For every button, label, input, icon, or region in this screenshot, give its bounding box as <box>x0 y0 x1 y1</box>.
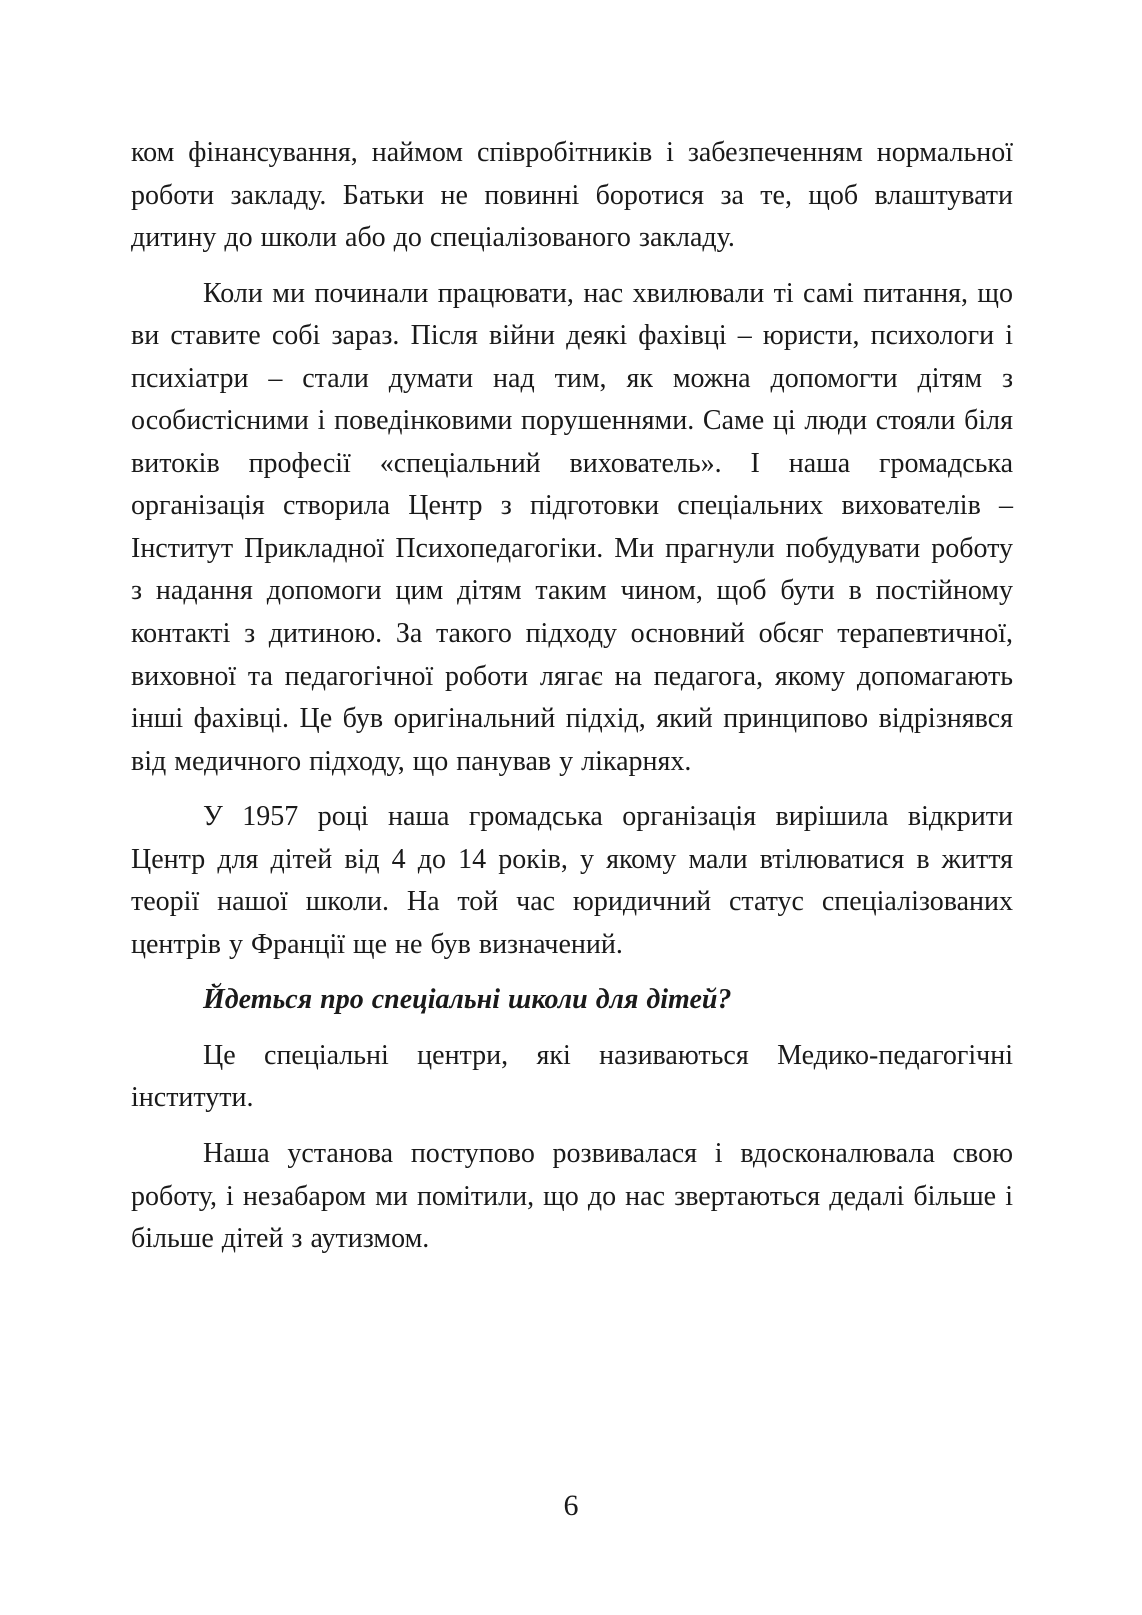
paragraph-autism: Наша установа поступово розвивалася і вдосконалювала свою роботу, і незабаром ми помітили, що до нас звертаються дедалі більше і більше дітей з аутизмом. <box>131 1138 1013 1255</box>
text-block <box>131 132 1013 1274</box>
paragraph-1957-centre: У 1957 році наша громадська організація вирішила відкрити Центр для дітей від 4 до 14 років, у якому мали втілюватися в життя теорії нашої школи. На той час юридичний статус спеціалізованих центрів у Франції ще не був визначений. <box>131 801 1013 960</box>
paragraph-answer: Це спеціальні центри, які називаються Медико-педагогічні інститути. <box>131 1039 1013 1114</box>
paragraph-continuation: ком фінансування, наймом співробітників і забезпеченням нормальної роботи закладу. Батьки не повинні боротися за те, щоб влаштувати дитину до школи або до спеціалізованого закладу. <box>131 137 1013 254</box>
page-number: 6 <box>563 1489 579 1522</box>
paragraph-history: Коли ми починали працювати, нас хвилювали ті самі питання, що ви ставите собі зараз. Після війни деякі фахівці – юристи, психологи і психіатри – стали думати над тим, як можна допомогти дітям з особистісними і поведінковими порушеннями. Саме ці люди стояли біля витоків професії «спеціальний вихователь». І наша громадська організація створила Центр з підготовки спеціальних вихователів – Інститут Прикладної Психопедагогіки. Ми прагнули побудувати роботу з надання допомоги цим дітям таким чином, щоб бути в постійному контакті з дитиною. За такого підходу основний обсяг терапевтичної, виховної та педагогічної роботи лягає на педагога, якому допомагають інші фахівці. Це був оригінальний підхід, який принципово відрізнявся від медичного підходу, що панував у лікарнях. <box>131 277 1013 777</box>
question-paragraph: Йдеться про спеціальні школи для дітей? <box>203 984 732 1016</box>
